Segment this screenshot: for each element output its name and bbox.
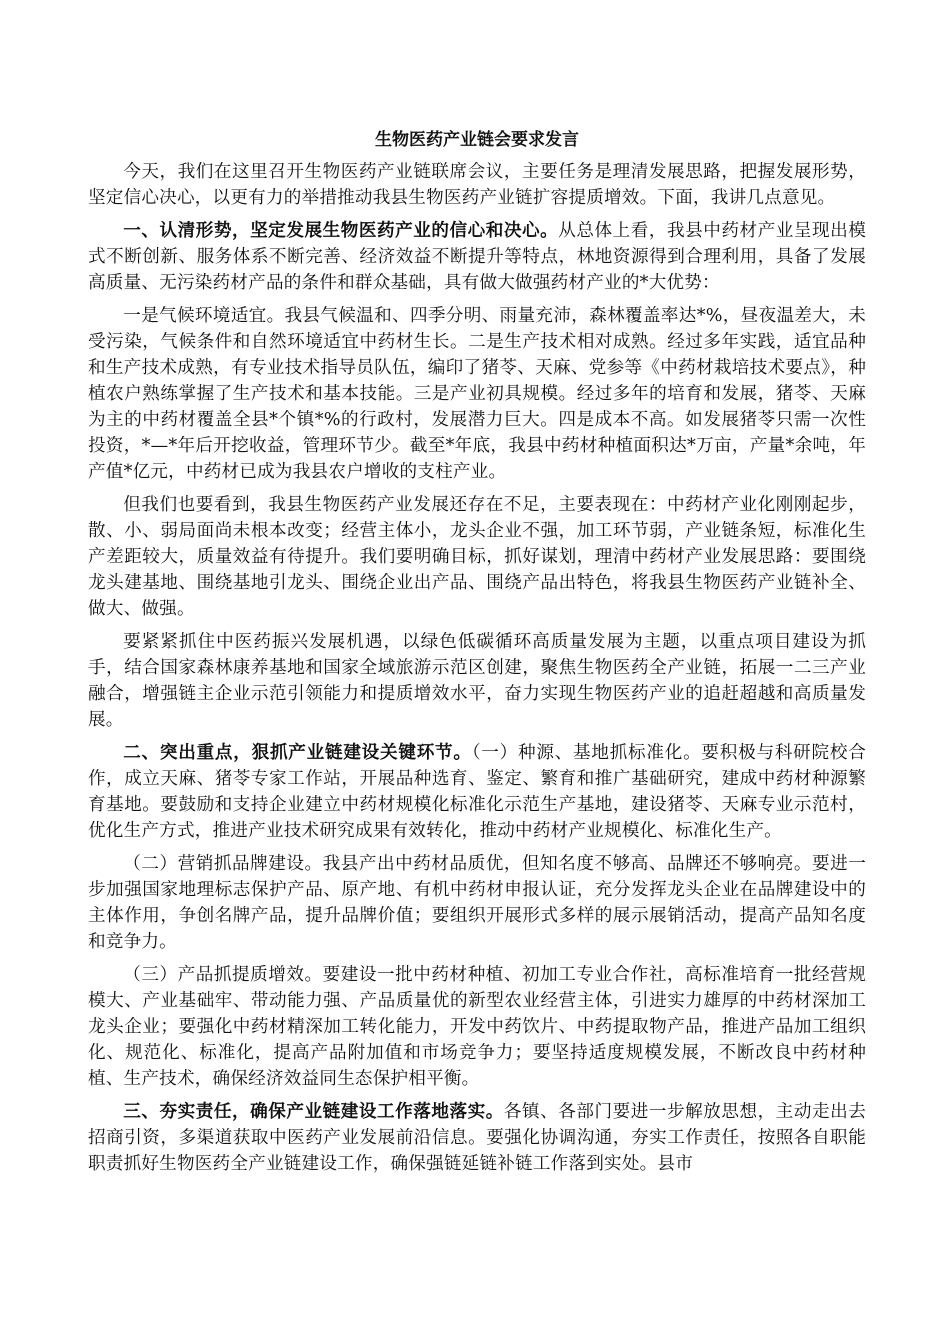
paragraph-text: 各镇、各部门要进一步解放思想，主动走出去招商引资，多渠道获取中医药产业发展前沿信息。要强化协调沟通，夯实工作责任，按照各自职能职责抓好生物医药全产业链建设工作，确保强链延链补链工作落到实处。县市 [88,1102,866,1174]
section-heading: 二、突出重点，狠抓产业链建设关键环节。 [123,742,472,763]
paragraph-quality [88,962,866,1092]
paragraph-text: （三）产品抓提质增效。要建设一批中药材种植、初加工专业合作社，高标准培育一批经营规模大、产业基础牢、带动能力强、产品质量优的新型农业经营主体，引进实力雄厚的中药材深加工龙头企业；要强化中药材精深加工转化能力，开发中药饮片、中药提取物产品，推进产品加工组织化、规范化、标准化，提高产品附加值和市场竞争力；要坚持适度规模发展，不断改良中药材种植、生产技术，确保经济效益同生态保护相平衡。 [88,965,866,1089]
paragraph-intro [88,159,866,211]
paragraph-branding [88,851,866,955]
paragraph-opportunity [88,629,866,733]
paragraph-text: 要紧紧抓住中医药振兴发展机遇，以绿色低碳循环高质量发展为主题，以重点项目建设为抓手，结合国家森林康养基地和国家全域旅游示范区创建，聚焦生物医药全产业链，拓展一二三产业融合，增强链主企业示范引领能力和提质增效水平，奋力实现生物医药产业的追赶超越和高质量发展。 [88,632,866,730]
paragraph-shortcomings [88,492,866,622]
paragraph-section-2 [88,740,866,844]
document-page [88,125,866,1184]
paragraph-text: 一是气候环境适宜。我县气候温和、四季分明、雨量充沛，森林覆盖率达*%，昼夜温差大，未受污染，气候条件和自然环境适宜中药材生长。二是生产技术相对成熟。经过多年实践，适宜品种和生产技术成熟，有专业技术指导员队伍，编印了猪苓、天麻、党参等《中药材栽培技术要点》，种植农户熟练掌握了生产技术和基本技能。三是产业初具规模。经过多年的培育和发展，猪苓、天麻为主的中药材覆盖全县*个镇*%的行政村，发展潜力巨大。四是成本不高。如发展猪苓只需一次性投资，*—*年后开挖收益，管理环节少。截至*年底，我县中药材种植面积达*万亩，产量*余吨，年产值*亿元，中药材已成为我县农户增收的支柱产业。 [88,306,866,482]
document-title: 生物医药产业链会要求发言 [375,130,579,150]
paragraph-advantages [88,303,866,485]
paragraph-text: 但我们也要看到，我县生物医药产业发展还存在不足，主要表现在：中药材产业化刚刚起步，散、小、弱局面尚未根本改变；经营主体小，龙头企业不强，加工环节弱，产业链条短，标准化生产差距较大，质量效益有待提升。我们要明确目标，抓好谋划，理清中药材产业发展思路：要围绕龙头建基地、围绕基地引龙头、围绕企业出产品、围绕产品出特色，将我县生物医药产业链补全、做大、做强。 [88,495,866,619]
paragraph-text: 从总体上看，我县中药材产业呈现出模式不断创新、服务体系不断完善、经济效益不断提升等特点，林地资源得到合理利用，具备了发展高质量、无污染药材产品的条件和群众基础，具有做大做强药材产业的*大优势： [88,221,866,293]
section-heading: 三、夯实责任，确保产业链建设工作落地落实。 [123,1101,504,1122]
paragraph-section-1 [88,218,866,296]
paragraph-text: （二）营销抓品牌建设。我县产出中药材品质优，但知名度不够高、品牌还不够响亮。要进一步加强国家地理标志保护产品、原产地、有机中药材申报认证，充分发挥龙头企业在品牌建设中的主体作用，争创名牌产品，提升品牌价值；要组织开展形式多样的展示展销活动，提高产品知名度和竞争力。 [88,854,866,952]
paragraph-text: （一）种源、基地抓标准化。要积极与科研院校合作，成立天麻、猪苓专家工作站，开展品种选育、鉴定、繁育和推广基础研究，建成中药材种源繁育基地。要鼓励和支持企业建立中药材规模化标准化示范生产基地，建设猪苓、天麻专业示范村，优化生产方式，推进产业技术研究成果有效转化，推动中药材产业规模化、标准化生产。 [88,743,866,841]
paragraph-text: 今天，我们在这里召开生物医药产业链联席会议，主要任务是理清发展思路，把握发展形势，坚定信心决心，以更有力的举措推动我县生物医药产业链扩容提质增效。下面，我讲几点意见。 [88,162,866,208]
paragraph-section-3 [88,1099,866,1177]
section-heading: 一、认清形势，坚定发展生物医药产业的信心和决心。 [123,220,559,241]
